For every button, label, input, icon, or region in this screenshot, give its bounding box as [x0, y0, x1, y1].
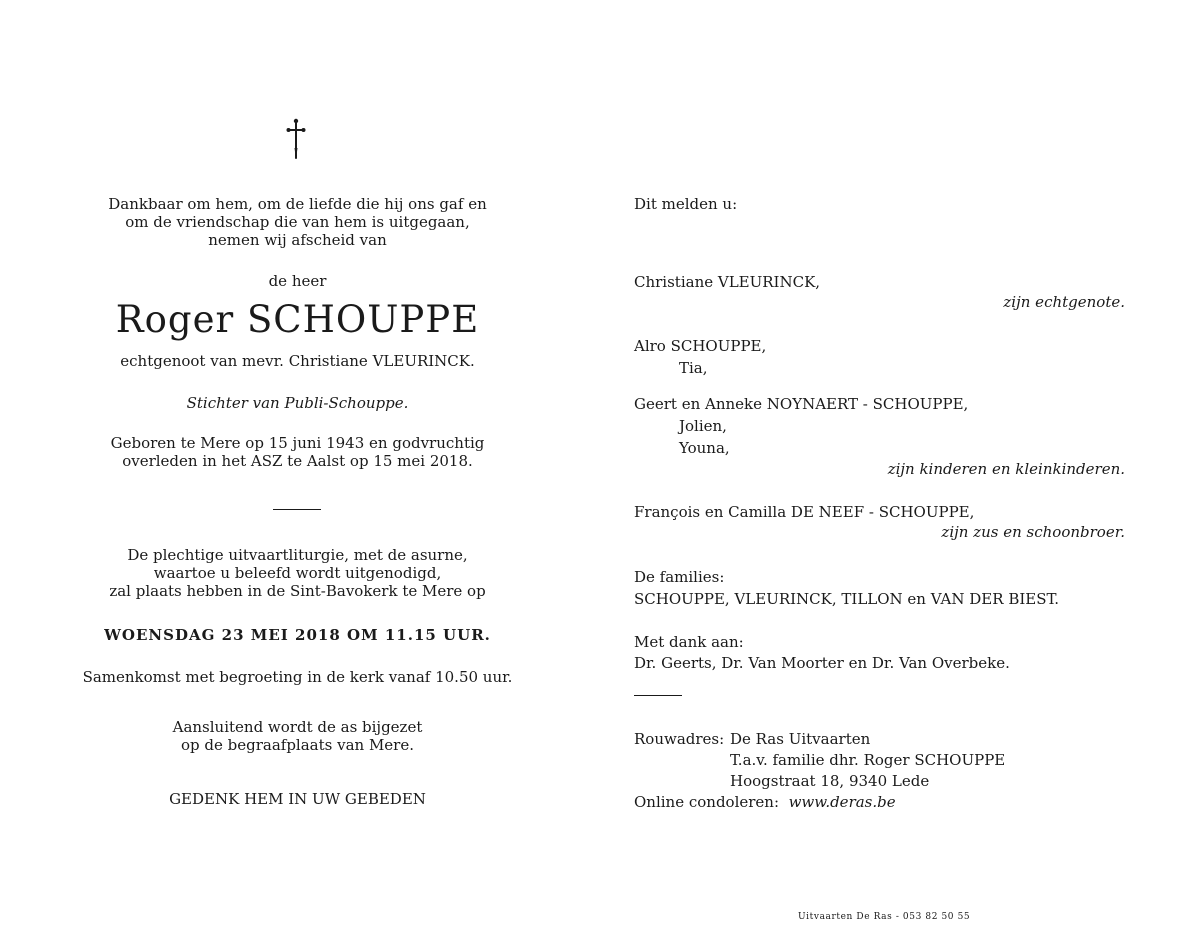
child-name: Alro SCHOUPPE,: [634, 337, 767, 355]
grandchild-name: Jolien,: [679, 417, 727, 435]
cross-icon: [286, 118, 306, 164]
spouse-name: Christiane VLEURINCK,: [634, 273, 821, 291]
spouse-line: echtgenoot van mevr. Christiane VLEURINCK.: [120, 352, 475, 370]
death-line: overleden in het ASZ te Aalst op 15 mei 2018.: [122, 452, 473, 470]
child-name: Geert en Anneke NOYNAERT - SCHOUPPE,: [634, 395, 969, 413]
families-label: De families:: [634, 568, 725, 586]
thanks-list: Dr. Geerts, Dr. Van Moorter en Dr. Van Overbeke.: [634, 654, 1010, 672]
liturgy-line: zal plaats hebben in de Sint-Bavokerk te Mere op: [109, 582, 486, 600]
spouse-role: zijn echtgenote.: [1003, 293, 1125, 311]
intro-line: nemen wij afscheid van: [208, 231, 387, 249]
address-block: [634, 729, 1005, 813]
birth-line: Geboren te Mere op 15 juni 1943 en godvruchtig: [110, 434, 485, 452]
divider: [273, 509, 321, 510]
intro-line: om de vriendschap die van hem is uitgegaan,: [125, 213, 470, 231]
burial-line: Aansluitend wordt de as bijgezet: [172, 718, 423, 736]
sibling-role: zijn zus en schoonbroer.: [941, 523, 1125, 541]
announce-line: Dit melden u:: [634, 195, 738, 213]
liturgy-line: De plechtige uitvaartliturgie, met de asurne,: [127, 546, 468, 564]
sibling-name: François en Camilla DE NEEF - SCHOUPPE,: [634, 503, 975, 521]
burial-line: op de begraafplaats van Mere.: [180, 736, 414, 754]
children-role: zijn kinderen en kleinkinderen.: [887, 460, 1125, 478]
ceremony-date: WOENSDAG 23 MEI 2018 OM 11.15 UUR.: [104, 626, 491, 644]
divider: [634, 695, 682, 696]
address-line: Hoogstraat 18, 9340 Lede: [730, 772, 930, 790]
thanks-label: Met dank aan:: [634, 633, 744, 651]
birth-death-text: [60, 434, 535, 470]
footer-credit: Uitvaarten De Ras - 053 82 50 55: [798, 912, 971, 922]
families-list: SCHOUPPE, VLEURINCK, TILLON en VAN DER BIEST.: [634, 590, 1060, 608]
address-label: Rouwadres:: [634, 730, 725, 748]
intro-text: [60, 195, 535, 249]
grandchild-name: Youna,: [679, 439, 730, 457]
address-line: De Ras Uitvaarten: [730, 730, 871, 748]
closing-line: GEDENK HEM IN UW GEBEDEN: [169, 790, 426, 808]
burial-text: [60, 718, 535, 754]
honorific: de heer: [268, 272, 327, 290]
address-line: T.a.v. familie dhr. Roger SCHOUPPE: [730, 751, 1006, 769]
liturgy-line: waartoe u beleefd wordt uitgenodigd,: [153, 564, 442, 582]
deceased-name: Roger SCHOUPPE: [115, 298, 480, 341]
gathering-line: Samenkomst met begroeting in de kerk vanaf 10.50 uur.: [82, 668, 513, 686]
intro-line: Dankbaar om hem, om de liefde die hij ons gaf en: [108, 195, 487, 213]
grandchild-name: Tia,: [679, 359, 708, 377]
founder-line: Stichter van Publi-Schouppe.: [186, 394, 409, 412]
liturgy-text: [60, 546, 535, 600]
online-label: Online condoleren:: [634, 793, 780, 811]
online-link[interactable]: www.deras.be: [788, 793, 896, 811]
